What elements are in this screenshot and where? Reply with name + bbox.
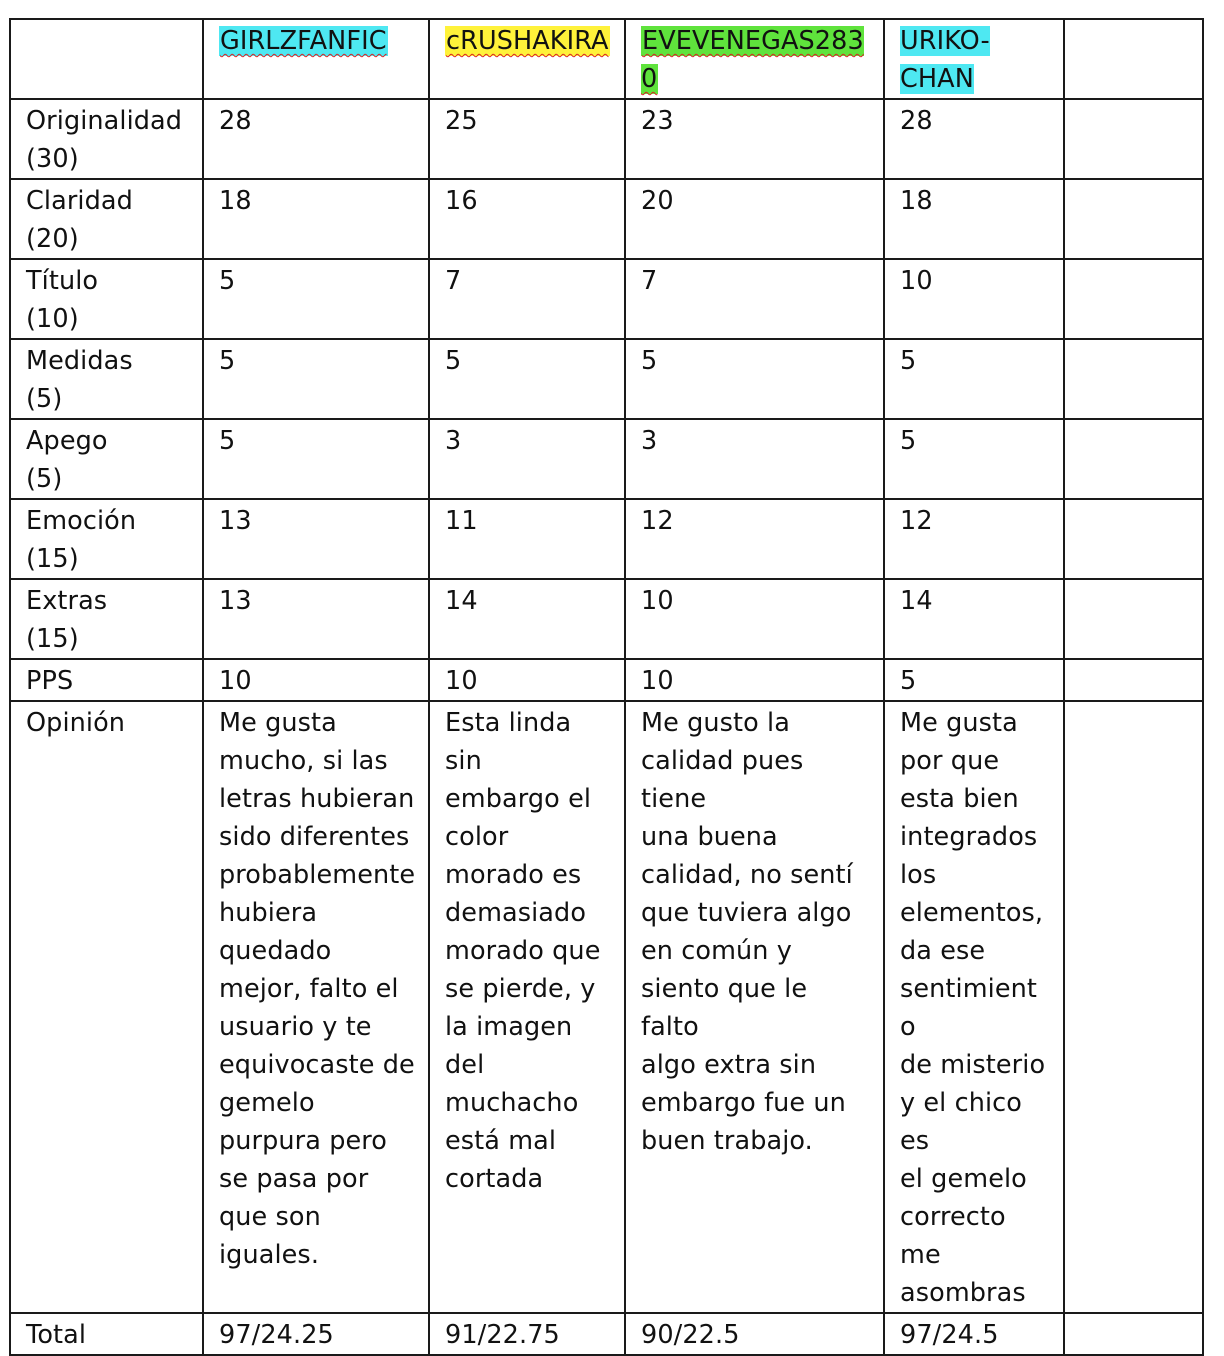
contestant-name-line1: URIKO- [900,26,990,56]
score-cell: 10 [203,659,429,701]
criterion-label: Extras (15) [10,579,203,659]
opinion-row [10,701,1203,1313]
score-cell: 18 [203,179,429,259]
criterion-row-extras [10,579,1203,659]
score-cell: 10 [884,259,1064,339]
empty-cell [1064,419,1203,499]
score-cell: 12 [884,499,1064,579]
score-cell: 10 [625,579,884,659]
score-cell: 5 [203,339,429,419]
score-table [9,18,1204,1356]
score-cell: 10 [429,659,625,701]
criterion-row-originalidad [10,99,1203,179]
score-cell: 5 [884,419,1064,499]
criterion-row-claridad [10,179,1203,259]
empty-cell [1064,499,1203,579]
criterion-label: Emoción (15) [10,499,203,579]
score-cell: 5 [625,339,884,419]
score-cell: 16 [429,179,625,259]
total-cell: 90/22.5 [625,1313,884,1355]
contestant-name: GIRLZFANFIC [220,26,387,56]
score-cell: 3 [429,419,625,499]
score-cell: 7 [429,259,625,339]
criterion-label: Medidas (5) [10,339,203,419]
empty-cell [1064,339,1203,419]
criterion-label: Claridad (20) [10,179,203,259]
total-label: Total [10,1313,203,1355]
opinion-cell: Me gusta mucho, si las letras hubieran sido diferentes probablemente hubiera quedado mejor, falto el usuario y te equivocaste de gemelo purpura pero se pasa por que son iguales. [203,701,429,1313]
score-cell: 5 [429,339,625,419]
empty-cell [1064,259,1203,339]
score-cell: 13 [203,579,429,659]
header-row [10,19,1203,99]
total-cell: 97/24.5 [884,1313,1064,1355]
criterion-label: Título (10) [10,259,203,339]
contestant-name-line2: CHAN [900,64,974,94]
criterion-row-medidas [10,339,1203,419]
opinion-label: Opinión [10,701,203,1313]
opinion-cell: Esta linda sin embargo el color morado es demasiado morado que se pierde, y la imagen del muchacho está mal cortada [429,701,625,1313]
score-cell: 5 [203,259,429,339]
score-cell: 14 [884,579,1064,659]
score-cell: 5 [884,659,1064,701]
contestant-name: cRUSHAKIRA [446,26,609,56]
empty-cell [1064,579,1203,659]
empty-cell [1064,19,1203,99]
header-cell-evevenegas2830 [625,19,884,99]
score-cell: 5 [884,339,1064,419]
score-cell: 14 [429,579,625,659]
score-cell: 18 [884,179,1064,259]
score-cell: 3 [625,419,884,499]
score-cell: 28 [884,99,1064,179]
empty-cell [1064,1313,1203,1355]
score-cell: 23 [625,99,884,179]
score-cell: 20 [625,179,884,259]
criterion-row-emocion [10,499,1203,579]
score-cell: 25 [429,99,625,179]
opinion-cell: Me gusto la calidad pues tiene una buena calidad, no sentí que tuviera algo en común y siento que le falto algo extra sin embargo fue un buen trabajo. [625,701,884,1313]
criterion-label: Originalidad (30) [10,99,203,179]
empty-cell [1064,701,1203,1313]
empty-cell [1064,659,1203,701]
empty-cell [1064,179,1203,259]
total-cell: 91/22.75 [429,1313,625,1355]
opinion-cell: Me gusta por que esta bien integrados los elementos, da ese sentimiento de misterio y el chico es el gemelo correcto me asombras [884,701,1064,1313]
criterion-row-titulo [10,259,1203,339]
score-cell: 7 [625,259,884,339]
score-cell: 28 [203,99,429,179]
score-cell: 5 [203,419,429,499]
header-corner-cell [10,19,203,99]
total-cell: 97/24.25 [203,1313,429,1355]
contestant-name: EVEVENEGAS2830 [641,26,864,94]
total-row [10,1313,1203,1355]
criterion-row-apego [10,419,1203,499]
criterion-label: PPS [10,659,203,701]
score-cell: 13 [203,499,429,579]
header-cell-uriko-chan [884,19,1064,99]
criterion-label: Apego (5) [10,419,203,499]
score-cell: 11 [429,499,625,579]
empty-cell [1064,99,1203,179]
criterion-row-pps [10,659,1203,701]
score-cell: 12 [625,499,884,579]
header-cell-crushakira [429,19,625,99]
score-cell: 10 [625,659,884,701]
header-cell-girlzfanfic [203,19,429,99]
